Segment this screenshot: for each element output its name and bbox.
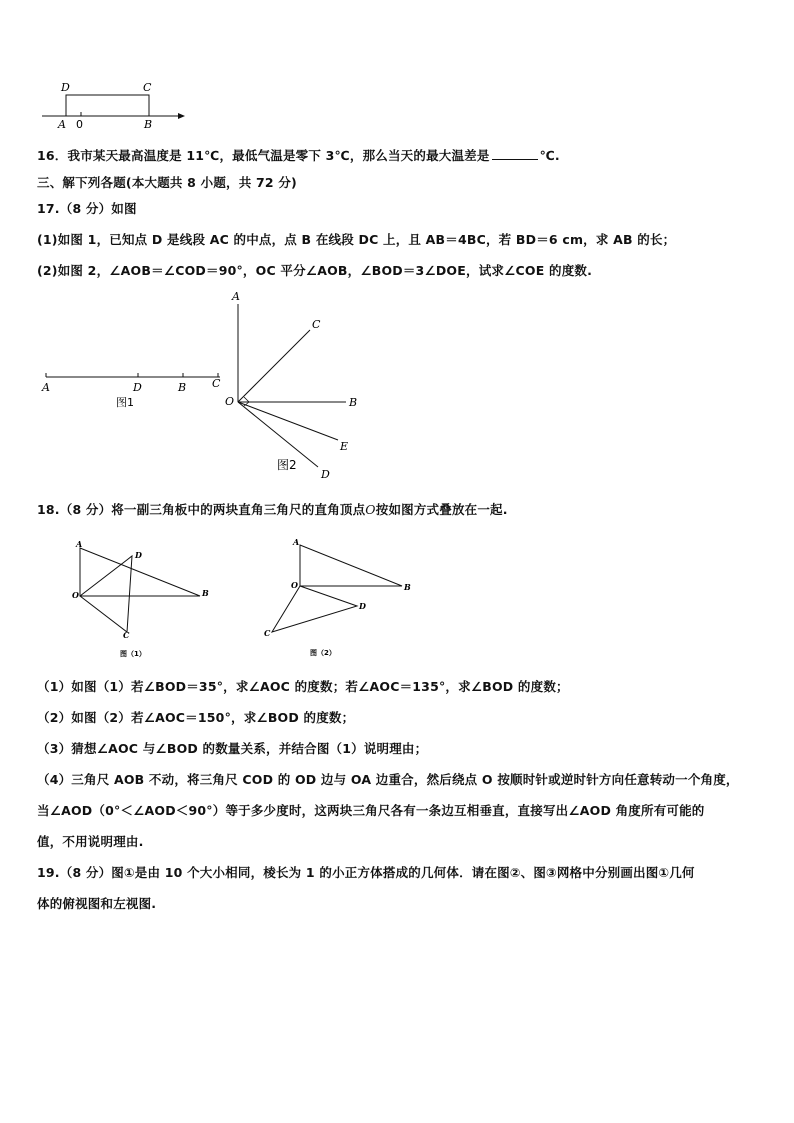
q18-head-suffix: 按如图方式叠放在一起. <box>375 502 508 517</box>
q18-part4-line2: 当∠AOD（0°＜∠AOD＜90°）等于多少度时，这两块三角尺各有一条边互相垂直，直接写出∠AOD 角度所有可能的 <box>37 803 705 818</box>
label-D: D <box>61 81 70 94</box>
q19-line2: 体的俯视图和左视图. <box>37 896 157 911</box>
fig2-label-B: B <box>349 396 358 409</box>
fig1-label-A: A <box>42 381 50 394</box>
fig2-label-O: O <box>225 395 235 408</box>
fig18b-label-A: A <box>293 537 300 547</box>
fig1-caption: 图1 <box>116 396 134 409</box>
fig18a-label-D: D <box>135 550 142 560</box>
label-C: C <box>143 81 152 94</box>
question-16 <box>37 146 560 164</box>
triangle-COD-2 <box>272 586 357 632</box>
rectangle-abcd <box>66 95 149 116</box>
q17-part2: (2)如图 2，∠AOB＝∠COD＝90°，OC 平分∠AOB，∠BOD＝3∠DOE，试求∠COE 的度数. <box>37 263 593 278</box>
label-B: B <box>144 118 153 131</box>
q18-figure-1 <box>72 538 212 663</box>
q17-part1: (1)如图 1，已知点 D 是线段 AC 的中点，点 B 在线段 DC 上，且 AB＝4BC，若 BD＝6 cm，求 AB 的长； <box>37 232 676 247</box>
q18-head-prefix: 18.（8 分）将一副三角板中的两块直角三角尺的直角顶点 <box>37 502 366 517</box>
fig2-label-C: C <box>312 318 321 331</box>
ray-OC <box>238 330 310 402</box>
q18-head <box>37 500 508 518</box>
fig18b-label-D: D <box>359 601 366 611</box>
ray-OE <box>238 402 338 440</box>
q19-line1: 19.（8 分）图①是由 10 个大小相同，棱长为 1 的小正方体搭成的几何体．请在图②、图③网格中分别画出图①几何 <box>37 865 695 880</box>
fig2-label-E: E <box>340 440 349 453</box>
fig18a-label-O: O <box>72 590 79 600</box>
fig18a-caption: 图（1） <box>120 650 146 658</box>
section-3-heading: 三、解下列各题(本大题共 8 小题，共 72 分) <box>37 175 297 190</box>
label-A: A <box>58 118 66 131</box>
numberline-rectangle-figure <box>38 78 198 131</box>
q17-figure-1 <box>38 366 228 409</box>
q18-figure-2 <box>262 536 412 661</box>
triangle-COD <box>80 556 132 632</box>
fig18b-caption: 图（2） <box>310 649 336 657</box>
fig1-label-D: D <box>133 381 142 394</box>
fig1-label-C: C <box>212 377 221 390</box>
q18-part3: （3）猜想∠AOC 与∠BOD 的数量关系，并结合图（1）说明理由； <box>37 741 428 756</box>
q16-answer-blank[interactable] <box>492 148 538 160</box>
q18-part4-line3: 值，不用说明理由. <box>37 834 144 849</box>
label-zero: 0 <box>76 118 83 131</box>
q18-part1: （1）如图（1）若∠BOD＝35°，求∠AOC 的度数；若∠AOC＝135°，求∠BOD 的度数； <box>37 679 569 694</box>
q18-head-O: O <box>365 502 376 517</box>
q16-text-after: ℃. <box>539 148 560 163</box>
q18-part2: （2）如图（2）若∠AOC＝150°，求∠BOD 的度数； <box>37 710 355 725</box>
fig2-label-D: D <box>321 468 330 481</box>
q17-figure-2 <box>222 288 372 481</box>
triangle-AOB-2 <box>300 545 402 586</box>
fig2-label-A: A <box>232 290 240 303</box>
q17-head: 17.（8 分）如图 <box>37 201 137 216</box>
q16-text-before: 16．我市某天最高温度是 11℃，最低气温是零下 3℃，那么当天的最大温差是 <box>37 148 490 163</box>
fig18a-label-B: B <box>202 588 209 598</box>
q18-part4-line1: （4）三角尺 AOB 不动，将三角尺 COD 的 OD 边与 OA 边重合，然后绕点 O 按顺时针或逆时针方向任意转动一个角度， <box>37 772 739 787</box>
fig18b-label-B: B <box>404 582 411 592</box>
fig18a-label-A: A <box>76 539 83 549</box>
fig2-caption: 图2 <box>277 458 297 472</box>
numberline-arrow <box>178 113 185 119</box>
fig1-label-B: B <box>178 381 187 394</box>
fig18b-label-O: O <box>291 580 298 590</box>
fig18b-label-C: C <box>264 628 271 638</box>
fig18a-label-C: C <box>123 630 130 640</box>
